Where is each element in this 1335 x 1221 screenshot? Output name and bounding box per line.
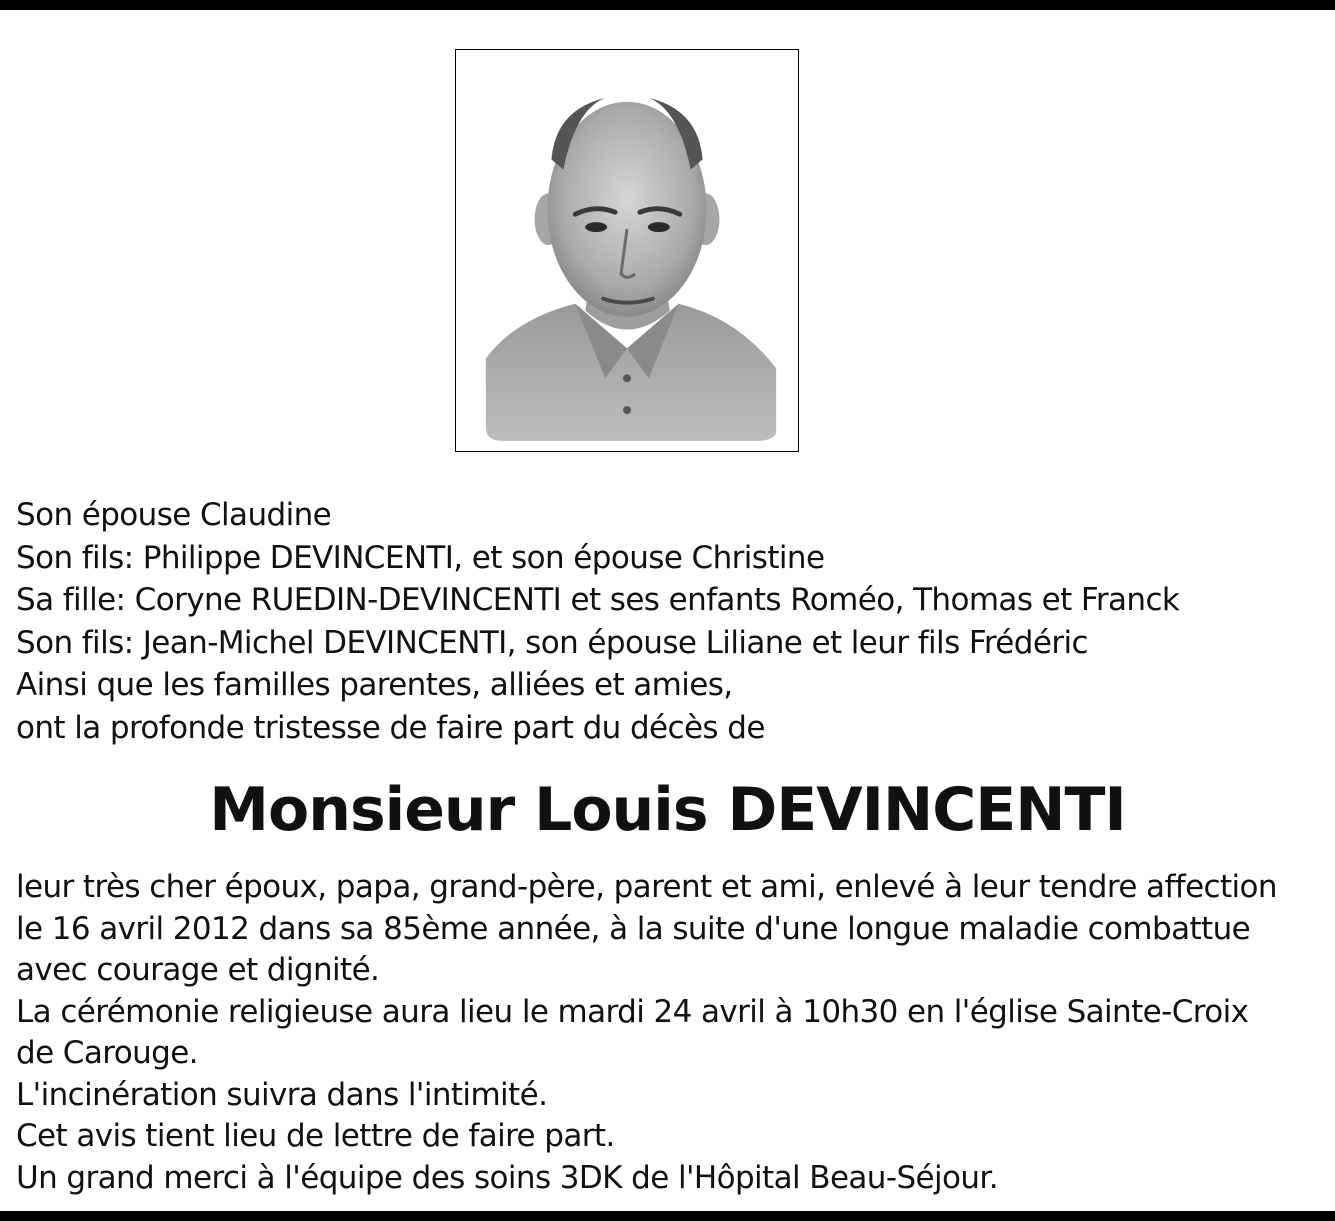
body-line: de Carouge. bbox=[16, 1035, 198, 1071]
body-line: L'incinération suivra dans l'intimité. bbox=[16, 1076, 548, 1113]
body-line: La cérémonie religieuse aura lieu le mardi 24 avril à 10h30 en l'église Sainte-Croix bbox=[16, 993, 1249, 1030]
intro-line: Son fils: Philippe DEVINCENTI, et son épouse Christine bbox=[16, 539, 825, 576]
portrait-photo bbox=[455, 49, 799, 452]
body-line: avec courage et dignité. bbox=[16, 952, 380, 988]
body-line: leur très cher époux, papa, grand-père, parent et ami, enlevé à leur tendre affection bbox=[16, 869, 1277, 905]
top-border-rule bbox=[0, 0, 1335, 10]
intro-line: Son fils: Jean-Michel DEVINCENTI, son épouse Liliane et leur fils Frédéric bbox=[16, 624, 1088, 661]
intro-line: Ainsi que les familles parentes, alliées et amies, bbox=[16, 667, 733, 703]
body-line: Cet avis tient lieu de lettre de faire part. bbox=[16, 1118, 615, 1154]
bottom-border-rule bbox=[0, 1211, 1335, 1221]
deceased-name-heading: Monsieur Louis DEVINCENTI bbox=[209, 775, 1126, 845]
portrait-illustration bbox=[456, 50, 798, 451]
intro-line: Sa fille: Coryne RUEDIN-DEVINCENTI et ses enfants Roméo, Thomas et Franck bbox=[16, 582, 1180, 618]
intro-line: Son épouse Claudine bbox=[16, 497, 332, 533]
body-line: le 16 avril 2012 dans sa 85ème année, à la suite d'une longue maladie combattue bbox=[16, 910, 1251, 947]
intro-line: ont la profonde tristesse de faire part du décès de bbox=[16, 709, 765, 746]
body-line: Un grand merci à l'équipe des soins 3DK de l'Hôpital Beau-Séjour. bbox=[16, 1159, 998, 1196]
family-announcement bbox=[16, 494, 1316, 749]
notice-body bbox=[16, 867, 1316, 1199]
